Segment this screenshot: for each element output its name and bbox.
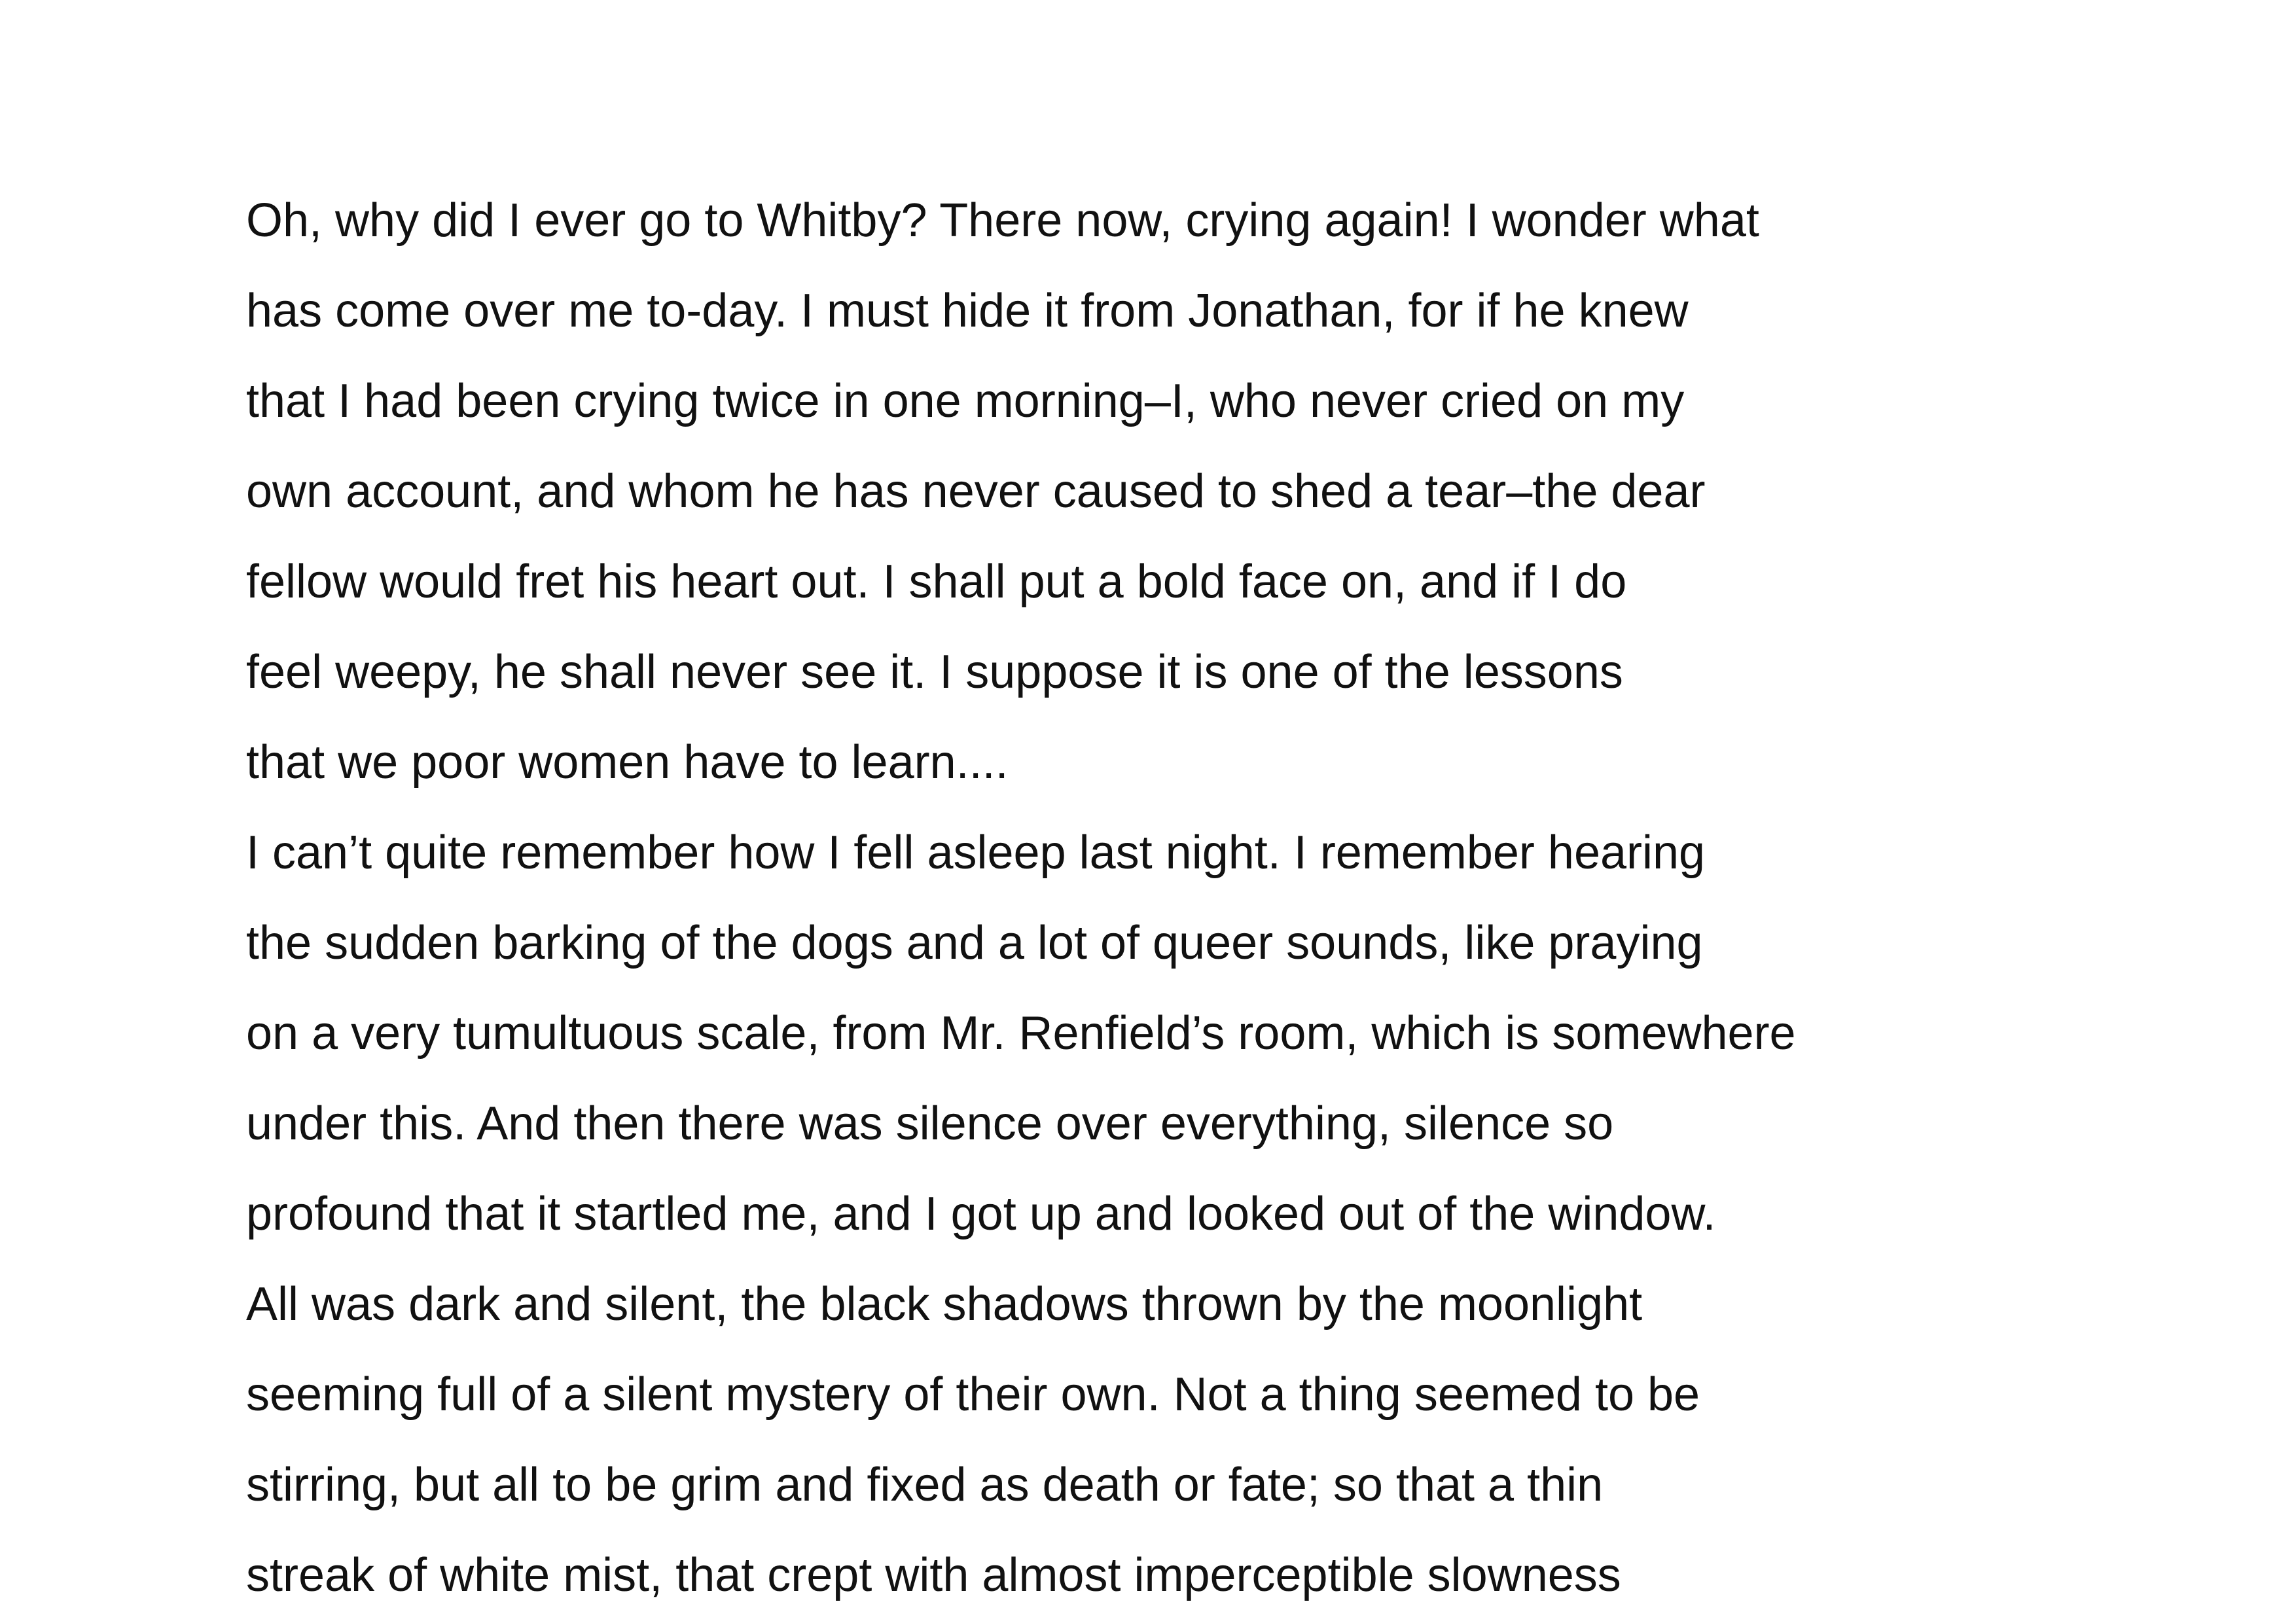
text-line: Oh, why did I ever go to Whitby? There now, crying again! I wonder what — [246, 194, 1759, 247]
text-line: the sudden barking of the dogs and a lot of queer sounds, like praying — [246, 917, 1703, 969]
text-line: that we poor women have to learn.... — [246, 736, 1009, 789]
text-line: seeming full of a silent mystery of their own. Not a thing seemed to be — [246, 1368, 1700, 1421]
text-line: on a very tumultuous scale, from Mr. Renfield’s room, which is somewhere — [246, 1007, 1796, 1060]
text-line: own account, and whom he has never caused to shed a tear–the dear — [246, 465, 1706, 518]
text-line: feel weepy, he shall never see it. I suppose it is one of the lessons — [246, 646, 1623, 698]
text-line: that I had been crying twice in one morning–I, who never cried on my — [246, 375, 1685, 427]
text-line: profound that it startled me, and I got up and looked out of the window. — [246, 1188, 1716, 1240]
text-line: All was dark and silent, the black shadows thrown by the moonlight — [246, 1278, 1643, 1330]
text-line: has come over me to-day. I must hide it from Jonathan, for if he knew — [246, 285, 1689, 337]
text-line: streak of white mist, that crept with almost imperceptible slowness — [246, 1549, 1621, 1601]
body-text — [246, 175, 2144, 1620]
text-line: I can’t quite remember how I fell asleep last night. I remember hearing — [246, 827, 1706, 879]
text-line: stirring, but all to be grim and fixed as death or fate; so that a thin — [246, 1459, 1604, 1511]
text-line: under this. And then there was silence over everything, silence so — [246, 1097, 1614, 1150]
text-line: fellow would fret his heart out. I shall put a bold face on, and if I do — [246, 556, 1627, 608]
